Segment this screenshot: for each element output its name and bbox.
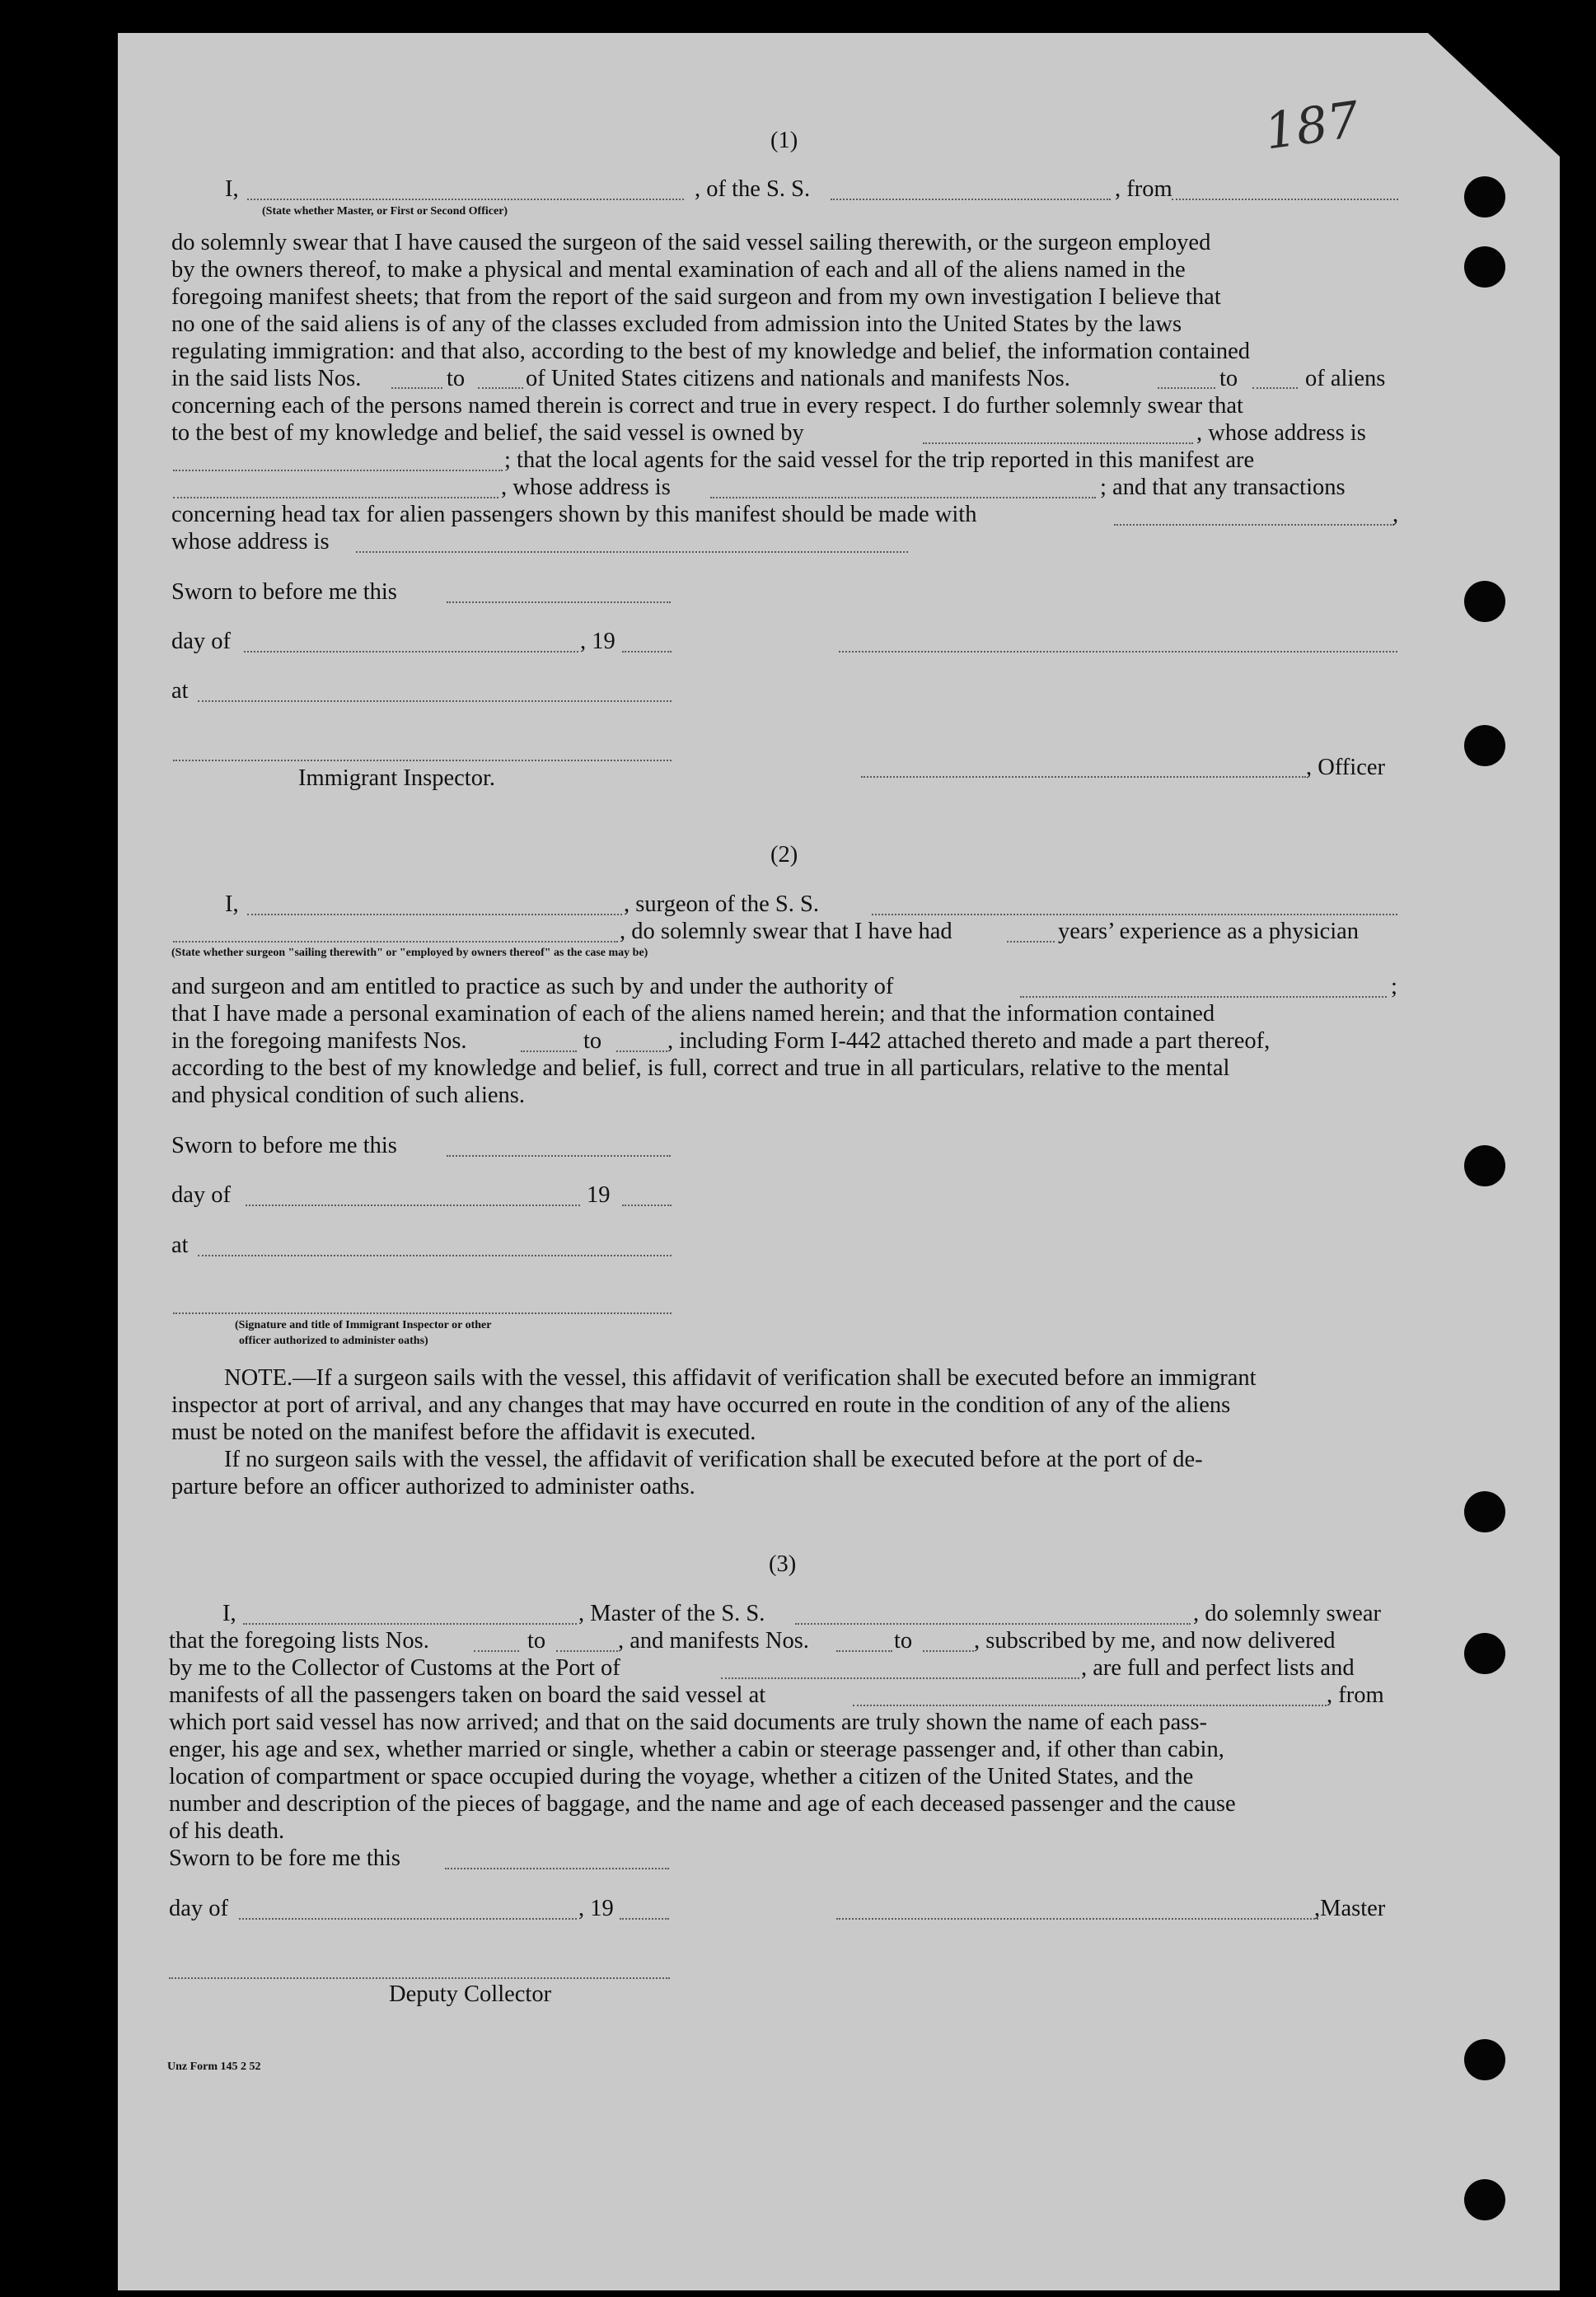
s1-state-note: (State whether Master, or First or Second Officer): [262, 205, 508, 218]
s1-line: foregoing manifest sheets; that from the report of the said surgeon and from my own investigation I believe that: [171, 284, 1221, 310]
note-line: NOTE.—If a surgeon sails with the vessel, this affidavit of verification shall be executed before an immigrant: [224, 1365, 1257, 1391]
s1-sworn: Sworn to before me this: [171, 579, 397, 605]
s2-at: at: [171, 1233, 189, 1258]
s3-master-name-line: [243, 1623, 577, 1625]
s2-line: and physical condition of such aliens.: [171, 1083, 525, 1108]
s2-at-line: [198, 1255, 672, 1256]
s3-manifests-all: manifests of all the passengers taken on board the said vessel at: [169, 1682, 766, 1708]
s1-year-line: [622, 651, 672, 653]
s1-manifest-from-line: [1158, 387, 1215, 389]
s1-line: by the owners thereof, to make a physical and mental examination of each and all of the aliens named in the: [171, 257, 1186, 283]
s1-officer-name-line: [247, 199, 684, 200]
s1-head-tax: concerning head tax for alien passengers shown by this manifest should be made with: [171, 502, 977, 527]
punch-hole: [1464, 1633, 1505, 1674]
s1-comma: ,: [1392, 502, 1399, 527]
s3-to-a: to: [527, 1628, 546, 1654]
s1-head-tax-line: [1114, 524, 1394, 526]
s1-officer: , Officer: [1306, 755, 1386, 780]
s3-ship-line: [795, 1623, 1191, 1625]
s3-day-of: day of: [169, 1896, 229, 1921]
s1-whose-address-last: whose address is: [171, 529, 330, 554]
s1-at: at: [171, 678, 189, 704]
s3-day-line: [239, 1918, 577, 1920]
s2-nineteen: 19: [587, 1182, 611, 1208]
s3-subscribed: , subscribed by me, and now delivered: [974, 1628, 1336, 1654]
s1-local-agents: ; that the local agents for the said vessel for the trip reported in this manifest are: [504, 447, 1255, 473]
s2-sig-note-2: officer authorized to administer oaths): [239, 1335, 428, 1347]
s2-years-line: [1007, 941, 1055, 943]
s3-port-line: [721, 1677, 1079, 1679]
s3-to-b: to: [894, 1628, 913, 1654]
s1-in-lists: in the said lists Nos.: [171, 366, 362, 391]
s2-day-of: day of: [171, 1182, 232, 1208]
s1-to-a: to: [447, 366, 466, 391]
s2-to: to: [583, 1028, 602, 1054]
punch-hole: [1464, 1491, 1505, 1532]
s1-whose-address-2: , whose address is: [501, 475, 671, 500]
s3-line: which port said vessel has now arrived; and that on the said documents are truly shown the name of each pass-: [169, 1710, 1207, 1735]
s1-inspector-signature-line: [173, 760, 672, 761]
s3-manifest-to-line: [923, 1650, 974, 1652]
s1-to-best: to the best of my knowledge and belief, the said vessel is owned by: [171, 420, 804, 446]
s1-owner-address-line: [173, 470, 503, 471]
punch-hole: [1464, 2039, 1505, 2080]
s1-line: concerning each of the persons named therein is correct and true in every respect. I do further solemnly swear that: [171, 393, 1243, 419]
s3-and-manifests: , and manifests Nos.: [618, 1628, 809, 1654]
s1-line: no one of the said aliens is of any of the classes excluded from admission into the United States by the laws: [171, 311, 1182, 337]
handwritten-page-number: 187: [1261, 91, 1363, 161]
s1-last-address-line: [356, 551, 908, 553]
s3-line: number and description of the pieces of baggage, and the name and age of each deceased passenger and the cause: [169, 1791, 1236, 1817]
note-line: must be noted on the manifest before the affidavit is executed.: [171, 1420, 756, 1445]
s1-to-b: to: [1219, 366, 1238, 391]
punch-hole: [1464, 725, 1505, 766]
s2-line: according to the best of my knowledge and belief, is full, correct and true in all particulars, relative to the mental: [171, 1055, 1230, 1081]
s3-full-lists: , are full and perfect lists and: [1081, 1655, 1355, 1681]
punch-hole: [1464, 2179, 1505, 2220]
s3-do-swear: , do solemnly swear: [1193, 1601, 1381, 1626]
s3-embark-port-line: [853, 1705, 1327, 1706]
s2-manifest-from-line: [521, 1050, 577, 1052]
s1-line: regulating immigration: and that also, according to the best of my knowledge and belief, the information contained: [171, 339, 1251, 364]
s3-line: of his death.: [169, 1818, 285, 1844]
s1-manifest-to-line: [1252, 387, 1298, 389]
section-1-heading: (1): [770, 128, 798, 153]
s3-deputy: Deputy Collector: [389, 1981, 552, 2007]
s3-foregoing: that the foregoing lists Nos.: [169, 1628, 429, 1654]
s1-agents-address-line: [710, 497, 1096, 498]
s3-list-to-line: [556, 1650, 618, 1652]
s2-ship-line: [872, 914, 1397, 915]
s1-owner-line: [923, 442, 1193, 444]
s2-authority-line: [1020, 996, 1387, 998]
s1-transactions: ; and that any transactions: [1100, 475, 1346, 500]
s2-manifest-to-line: [616, 1050, 667, 1052]
s3-sworn: Sworn to be fore me this: [169, 1846, 400, 1871]
s2-sworn: Sworn to before me this: [171, 1133, 397, 1158]
s2-day-line: [246, 1205, 580, 1206]
s2-solemnly: , do solemnly swear that I have had: [620, 919, 952, 944]
s1-day-of: day of: [171, 629, 232, 654]
s3-master-of: , Master of the S. S.: [578, 1601, 765, 1626]
s2-surgeon-name-line: [247, 914, 622, 915]
s1-sworn-line: [447, 601, 671, 603]
s2-state-note: (State whether surgeon "sailing therewith" or "employed by owners thereof" as the case may be): [171, 947, 648, 959]
s2-i: I,: [225, 891, 239, 917]
s3-master-signature-line: [836, 1918, 1318, 1920]
s1-list-to-line: [478, 387, 523, 389]
punch-hole: [1464, 1145, 1505, 1186]
s3-i: I,: [222, 1601, 236, 1626]
s1-of-aliens: of aliens: [1305, 366, 1386, 391]
note-line: parture before an officer authorized to administer oaths.: [171, 1474, 695, 1499]
punch-hole: [1464, 581, 1505, 622]
s2-and-surgeon: and surgeon and am entitled to practice as such by and under the authority of: [171, 974, 894, 999]
s3-line: enger, his age and sex, whether married or single, whether a cabin or steerage passenger and, if other than cabin,: [169, 1737, 1224, 1762]
punch-hole: [1464, 176, 1505, 218]
s3-by-me: by me to the Collector of Customs at the Port of: [169, 1655, 620, 1681]
s1-whose-address: , whose address is: [1196, 420, 1366, 446]
s1-agents-line: [173, 497, 498, 498]
note-line: If no surgeon sails with the vessel, the affidavit of verification shall be executed before at the port of de-: [224, 1447, 1203, 1472]
s2-sworn-line: [447, 1155, 671, 1157]
s2-semicolon: ;: [1391, 974, 1397, 999]
s2-surgeon-of: , surgeon of the S. S.: [624, 891, 819, 917]
s1-nineteen: , 19: [580, 629, 615, 654]
s1-from-line: [1172, 199, 1398, 200]
s1-from: , from: [1115, 176, 1172, 202]
note-line: inspector at port of arrival, and any changes that may have occurred en route in the condition of any of the aliens: [171, 1392, 1231, 1418]
form-id: Unz Form 145 2 52: [167, 2061, 261, 2073]
s3-nineteen: , 19: [578, 1896, 614, 1921]
s1-inspector: Immigrant Inspector.: [298, 765, 496, 791]
punch-hole: [1464, 246, 1505, 288]
s2-line: that I have made a personal examination of each of the aliens named herein; and that the information contained: [171, 1001, 1215, 1027]
s3-manifest-from-line: [836, 1650, 892, 1652]
s3-from: , from: [1327, 1682, 1384, 1708]
s2-in-foregoing: in the foregoing manifests Nos.: [171, 1028, 467, 1054]
section-3-heading: (3): [769, 1551, 797, 1577]
s3-sworn-line: [445, 1868, 669, 1869]
s1-day-line: [244, 651, 578, 653]
section-2-heading: (2): [770, 842, 798, 868]
s3-year-line: [620, 1918, 669, 1920]
s1-at-line: [198, 700, 672, 702]
s3-master: ,Master: [1314, 1896, 1386, 1921]
s1-of-us: of United States citizens and nationals and manifests Nos.: [526, 366, 1070, 391]
s3-list-from-line: [474, 1650, 519, 1652]
s2-status-line: [173, 941, 618, 943]
s2-year-line: [622, 1205, 672, 1206]
s1-master-signature-line: [839, 651, 1397, 653]
s2-signature-line: [173, 1312, 672, 1314]
s2-including: , including Form I-442 attached thereto and made a part thereof,: [667, 1028, 1271, 1054]
s1-line: do solemnly swear that I have caused the surgeon of the said vessel sailing therewith, or the surgeon employed: [171, 230, 1211, 255]
s1-list-from-line: [391, 387, 442, 389]
s1-officer-signature-line: [861, 776, 1306, 778]
s1-i: I,: [225, 176, 239, 202]
s1-ship-name-line: [831, 199, 1111, 200]
s3-deputy-signature-line: [169, 1977, 670, 1979]
s2-sig-note-1: (Signature and title of Immigrant Inspector or other: [235, 1319, 492, 1331]
s3-line: location of compartment or space occupied during the voyage, whether a citizen of the United States, and the: [169, 1764, 1194, 1789]
s1-of-ss: , of the S. S.: [695, 176, 811, 202]
s2-years: years’ experience as a physician: [1058, 919, 1360, 944]
